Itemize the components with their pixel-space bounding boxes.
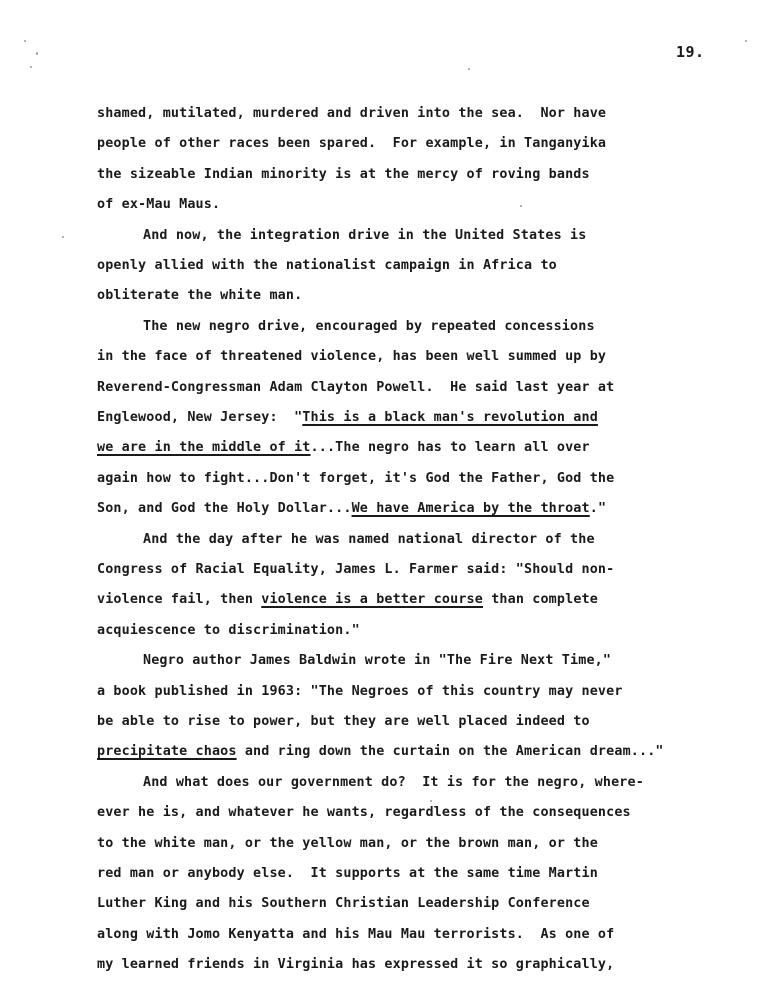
text-segment: The new negro drive, encouraged by repeated concessions: [143, 318, 595, 334]
scan-speck: [36, 52, 38, 55]
underlined-text: This is a black man's revolution and: [302, 410, 598, 425]
text-segment: again how to fight...Don't forget, it's God the Father, God the: [97, 470, 615, 486]
text-line: [143, 775, 644, 797]
text-line: [97, 684, 623, 706]
scan-speck: [430, 800, 432, 802]
scan-speck: [62, 236, 64, 238]
text-line: [143, 653, 611, 675]
text-segment: And now, the integration drive in the United States is: [143, 227, 587, 243]
text-line: [97, 106, 606, 128]
text-segment: obliterate the white man.: [97, 288, 303, 304]
text-segment: And the day after he was named national director of the: [143, 531, 595, 547]
text-line: [97, 288, 302, 310]
text-segment: Englewood, New Jersey: ": [97, 410, 303, 425]
text-segment: in the face of threatened violence, has been well summed up by: [97, 349, 607, 365]
text-segment: be able to rise to power, but they are well placed indeed to: [97, 714, 590, 729]
text-segment: people of other races been spared. For example, in Tanganyika: [97, 136, 607, 152]
text-line: [97, 410, 598, 432]
scan-speck: [24, 40, 26, 42]
text-line: [97, 440, 590, 462]
underlined-text: We have America by the throat: [351, 501, 590, 517]
text-line: [97, 197, 220, 219]
text-line: [143, 532, 595, 554]
text-segment: red man or anybody else. It supports at the same time Martin: [97, 866, 598, 881]
scan-speck: [468, 68, 470, 70]
text-segment: ever he is, and whatever he wants, regardless of the consequences: [97, 805, 631, 821]
scan-speck: [745, 40, 747, 42]
text-line: [97, 501, 606, 523]
text-segment: openly allied with the nationalist campaign in Africa to: [97, 258, 557, 273]
text-segment: acquiescence to discrimination.": [97, 622, 360, 638]
text-line: [97, 167, 590, 189]
text-line: [97, 258, 557, 280]
underlined-text: we are in the middle of it: [97, 440, 311, 456]
text-line: [97, 957, 614, 979]
text-line: [143, 319, 595, 341]
text-segment: And what does our government do? It is for the negro, where-: [143, 774, 644, 790]
text-line: [143, 228, 586, 250]
text-line: [97, 714, 590, 736]
text-line: [97, 592, 598, 614]
text-segment: Luther King and his Southern Christian Leadership Conference: [97, 896, 590, 912]
scan-speck: [30, 66, 32, 68]
text-segment: along with Jomo Kenyatta and his Mau Mau terrorists. As one of: [97, 926, 615, 942]
text-segment: to the white man, or the yellow man, or the brown man, or the: [97, 835, 598, 851]
text-line: [97, 136, 606, 158]
text-segment: the sizeable Indian minority is at the mercy of roving bands: [97, 166, 590, 182]
text-line: [97, 562, 614, 584]
text-line: [97, 866, 598, 888]
underlined-text: precipitate chaos: [97, 744, 237, 760]
text-segment: and ring down the curtain on the American dream...": [236, 744, 664, 760]
text-line: [97, 349, 606, 371]
text-line: [97, 744, 664, 766]
text-line: [97, 380, 614, 402]
text-segment: Reverend-Congressman Adam Clayton Powell. He said last year at: [97, 379, 615, 395]
text-segment: than complete: [482, 592, 598, 608]
text-segment: violence fail, then: [97, 592, 262, 608]
page-number: 19.: [676, 43, 705, 61]
text-segment: Negro author James Baldwin wrote in "The Fire Next Time,": [143, 653, 612, 669]
text-line: [97, 927, 614, 949]
scan-speck: [520, 205, 522, 207]
text-line: [97, 805, 631, 827]
text-line: [97, 836, 598, 858]
text-segment: ...The negro has to learn all over: [310, 440, 590, 456]
text-segment: Son, and God the Holy Dollar...: [97, 501, 352, 517]
underlined-text: violence is a better course: [261, 592, 483, 608]
text-segment: .": [589, 501, 607, 517]
text-segment: shamed, mutilated, murdered and driven into the sea. Nor have: [97, 106, 607, 121]
text-segment: my learned friends in Virginia has expressed it so graphically,: [97, 957, 615, 973]
text-line: [97, 471, 614, 493]
text-segment: Congress of Racial Equality, James L. Farmer said: "Should non-: [97, 562, 615, 577]
text-segment: a book published in 1963: "The Negroes of this country may never: [97, 683, 623, 699]
text-line: [97, 896, 590, 918]
text-segment: of ex-Mau Maus.: [97, 197, 221, 213]
text-line: [97, 623, 360, 645]
